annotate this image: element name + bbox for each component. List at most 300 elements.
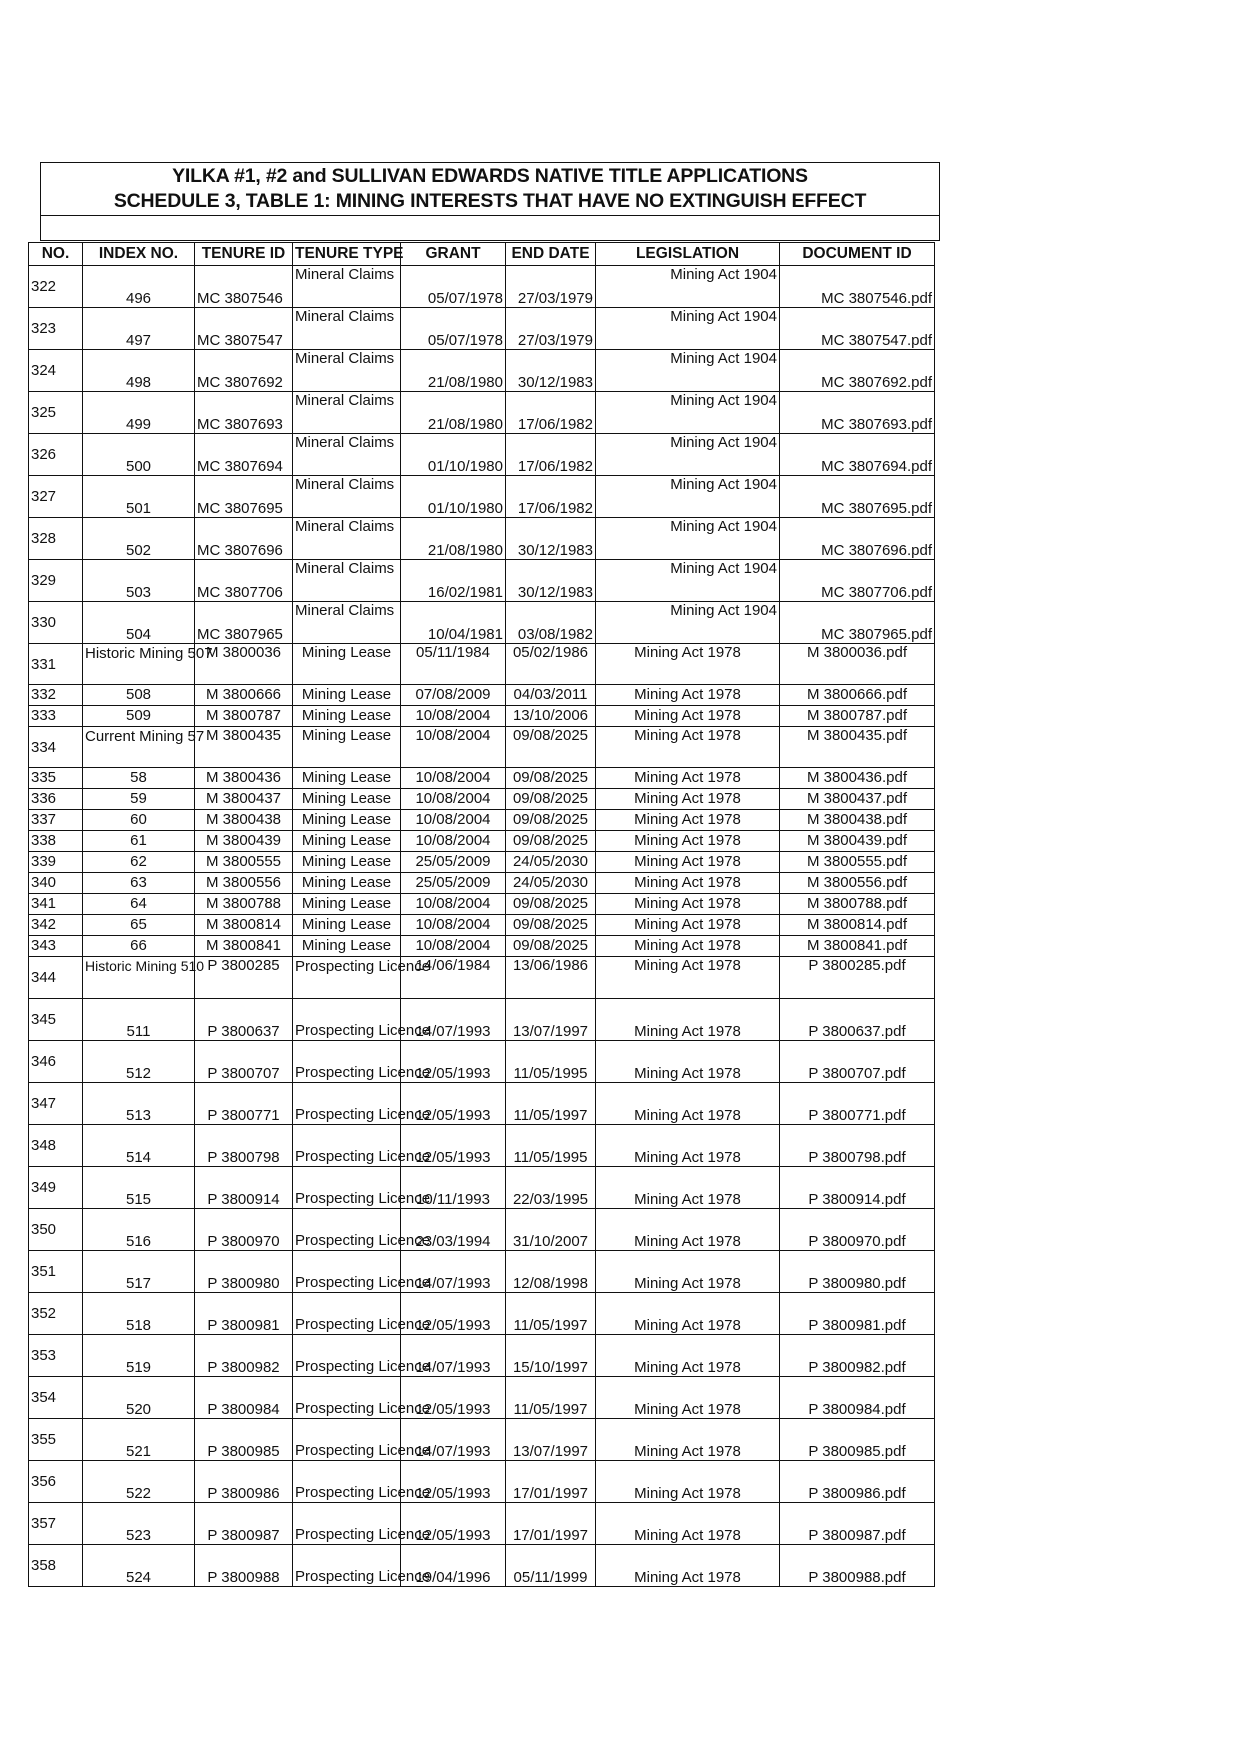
table-row: [29, 1335, 935, 1377]
cell-tenure-id: M 3800437: [195, 789, 293, 810]
cell-tenure-type: Prospecting Licence: [293, 1209, 401, 1251]
cell-tenure-id: M 3800666: [195, 685, 293, 706]
cell-no: 334: [29, 727, 83, 768]
cell-end-date: 11/05/1997: [506, 1293, 596, 1335]
table-row: [29, 518, 935, 560]
cell-index-no: 65: [83, 915, 195, 936]
cell-grant: 10/08/2004: [401, 915, 506, 936]
cell-legislation: Mining Act 1978: [596, 1545, 780, 1587]
cell-document-id: MC 3807547.pdf: [780, 308, 935, 350]
cell-index-no: 499: [83, 392, 195, 434]
cell-legislation: Mining Act 1978: [596, 1461, 780, 1503]
cell-tenure-id: M 3800814: [195, 915, 293, 936]
cell-no: 350: [29, 1209, 83, 1251]
cell-end-date: 24/05/2030: [506, 852, 596, 873]
cell-tenure-type: Mining Lease: [293, 789, 401, 810]
cell-tenure-id: M 3800787: [195, 706, 293, 727]
cell-tenure-type: Mineral Claims: [293, 602, 401, 644]
cell-document-id: MC 3807696.pdf: [780, 518, 935, 560]
cell-document-id: MC 3807695.pdf: [780, 476, 935, 518]
cell-no: 346: [29, 1041, 83, 1083]
cell-legislation: Mining Act 1978: [596, 644, 780, 685]
mining-interests-table: [28, 242, 935, 1587]
table-row: [29, 1293, 935, 1335]
cell-grant: 10/11/1993: [401, 1167, 506, 1209]
cell-end-date: 27/03/1979: [506, 266, 596, 308]
table-row: [29, 1041, 935, 1083]
cell-end-date: 12/08/1998: [506, 1251, 596, 1293]
cell-document-id: P 3800984.pdf: [780, 1377, 935, 1419]
cell-tenure-id: P 3800982: [195, 1335, 293, 1377]
table-row: [29, 1419, 935, 1461]
cell-legislation: Mining Act 1978: [596, 1083, 780, 1125]
cell-grant: 12/05/1993: [401, 1377, 506, 1419]
cell-no: 328: [29, 518, 83, 560]
cell-tenure-id: P 3800988: [195, 1545, 293, 1587]
cell-end-date: 27/03/1979: [506, 308, 596, 350]
cell-legislation: Mining Act 1978: [596, 1251, 780, 1293]
cell-legislation: Mining Act 1978: [596, 810, 780, 831]
cell-grant: 05/11/1984: [401, 644, 506, 685]
table-title-box: [40, 162, 940, 216]
column-header-document-id: DOCUMENT ID: [780, 243, 935, 266]
cell-legislation: Mining Act 1978: [596, 1125, 780, 1167]
cell-tenure-id: P 3800984: [195, 1377, 293, 1419]
column-header-end-date: END DATE: [506, 243, 596, 266]
cell-tenure-type: Mining Lease: [293, 915, 401, 936]
cell-no: 339: [29, 852, 83, 873]
cell-document-id: MC 3807706.pdf: [780, 560, 935, 602]
cell-tenure-id: MC 3807546: [195, 266, 293, 308]
cell-no: 342: [29, 915, 83, 936]
cell-index-no: 66: [83, 936, 195, 957]
cell-document-id: M 3800814.pdf: [780, 915, 935, 936]
cell-index-no: 58: [83, 768, 195, 789]
cell-tenure-id: MC 3807706: [195, 560, 293, 602]
cell-grant: 12/05/1993: [401, 1503, 506, 1545]
cell-no: 323: [29, 308, 83, 350]
cell-tenure-id: P 3800981: [195, 1293, 293, 1335]
cell-index-no: Current Mining 57: [83, 727, 195, 768]
cell-no: 344: [29, 957, 83, 999]
cell-no: 354: [29, 1377, 83, 1419]
cell-grant: 12/05/1993: [401, 1293, 506, 1335]
cell-legislation: Mining Act 1978: [596, 999, 780, 1041]
cell-index-no: 512: [83, 1041, 195, 1083]
cell-tenure-id: M 3800439: [195, 831, 293, 852]
cell-document-id: MC 3807693.pdf: [780, 392, 935, 434]
cell-grant: 10/08/2004: [401, 831, 506, 852]
cell-tenure-type: Prospecting Licence: [293, 957, 401, 999]
cell-document-id: M 3800438.pdf: [780, 810, 935, 831]
cell-document-id: MC 3807546.pdf: [780, 266, 935, 308]
cell-index-no: 503: [83, 560, 195, 602]
cell-grant: 14/07/1993: [401, 1419, 506, 1461]
cell-no: 356: [29, 1461, 83, 1503]
cell-no: 333: [29, 706, 83, 727]
cell-document-id: M 3800435.pdf: [780, 727, 935, 768]
cell-tenure-type: Prospecting Licence: [293, 1293, 401, 1335]
cell-end-date: 30/12/1983: [506, 518, 596, 560]
cell-legislation: Mining Act 1978: [596, 1041, 780, 1083]
table-row: [29, 602, 935, 644]
cell-grant: 12/05/1993: [401, 1083, 506, 1125]
cell-tenure-type: Mineral Claims: [293, 308, 401, 350]
cell-document-id: P 3800707.pdf: [780, 1041, 935, 1083]
cell-grant: 21/08/1980: [401, 392, 506, 434]
cell-no: 327: [29, 476, 83, 518]
title-spacer: [40, 215, 940, 241]
table-row: [29, 831, 935, 852]
cell-index-no: 511: [83, 999, 195, 1041]
column-header-index-no: INDEX NO.: [83, 243, 195, 266]
table-row: [29, 434, 935, 476]
cell-tenure-id: P 3800970: [195, 1209, 293, 1251]
cell-grant: 10/08/2004: [401, 706, 506, 727]
cell-tenure-id: MC 3807547: [195, 308, 293, 350]
cell-document-id: M 3800437.pdf: [780, 789, 935, 810]
cell-tenure-id: P 3800985: [195, 1419, 293, 1461]
cell-tenure-id: P 3800914: [195, 1167, 293, 1209]
cell-document-id: P 3800987.pdf: [780, 1503, 935, 1545]
cell-end-date: 17/01/1997: [506, 1461, 596, 1503]
table-row: [29, 1377, 935, 1419]
cell-end-date: 15/10/1997: [506, 1335, 596, 1377]
cell-tenure-type: Mining Lease: [293, 810, 401, 831]
cell-tenure-type: Prospecting Licence: [293, 1125, 401, 1167]
table-row: [29, 1461, 935, 1503]
cell-legislation: Mining Act 1978: [596, 1209, 780, 1251]
cell-legislation: Mining Act 1978: [596, 873, 780, 894]
cell-no: 341: [29, 894, 83, 915]
cell-end-date: 13/10/2006: [506, 706, 596, 727]
cell-legislation: Mining Act 1978: [596, 1293, 780, 1335]
cell-no: 337: [29, 810, 83, 831]
cell-grant: 12/05/1993: [401, 1461, 506, 1503]
cell-document-id: P 3800982.pdf: [780, 1335, 935, 1377]
cell-document-id: P 3800771.pdf: [780, 1083, 935, 1125]
cell-grant: 23/03/1994: [401, 1209, 506, 1251]
cell-document-id: P 3800980.pdf: [780, 1251, 935, 1293]
cell-end-date: 31/10/2007: [506, 1209, 596, 1251]
cell-tenure-id: MC 3807696: [195, 518, 293, 560]
cell-legislation: Mining Act 1978: [596, 685, 780, 706]
cell-tenure-id: P 3800637: [195, 999, 293, 1041]
table-row: [29, 350, 935, 392]
cell-tenure-type: Prospecting Licence: [293, 1377, 401, 1419]
cell-tenure-id: MC 3807692: [195, 350, 293, 392]
cell-index-no: 62: [83, 852, 195, 873]
cell-tenure-type: Prospecting Licence: [293, 1251, 401, 1293]
cell-legislation: Mining Act 1978: [596, 1419, 780, 1461]
cell-legislation: Mining Act 1978: [596, 727, 780, 768]
cell-legislation: Mining Act 1978: [596, 894, 780, 915]
cell-document-id: M 3800787.pdf: [780, 706, 935, 727]
table-row: [29, 1083, 935, 1125]
cell-legislation: Mining Act 1904: [596, 476, 780, 518]
cell-no: 322: [29, 266, 83, 308]
cell-document-id: P 3800981.pdf: [780, 1293, 935, 1335]
cell-index-no: 517: [83, 1251, 195, 1293]
cell-grant: 16/02/1981: [401, 560, 506, 602]
cell-grant: 05/07/1978: [401, 308, 506, 350]
cell-no: 332: [29, 685, 83, 706]
cell-tenure-type: Mineral Claims: [293, 266, 401, 308]
cell-tenure-id: P 3800987: [195, 1503, 293, 1545]
table-row: [29, 1125, 935, 1167]
cell-document-id: MC 3807694.pdf: [780, 434, 935, 476]
cell-end-date: 04/03/2011: [506, 685, 596, 706]
cell-grant: 25/05/2009: [401, 873, 506, 894]
cell-tenure-type: Prospecting Licence: [293, 999, 401, 1041]
cell-grant: 21/08/1980: [401, 518, 506, 560]
cell-index-no: 63: [83, 873, 195, 894]
cell-tenure-id: P 3800707: [195, 1041, 293, 1083]
cell-tenure-type: Mineral Claims: [293, 560, 401, 602]
cell-tenure-id: MC 3807965: [195, 602, 293, 644]
cell-end-date: 05/11/1999: [506, 1545, 596, 1587]
cell-legislation: Mining Act 1978: [596, 915, 780, 936]
cell-legislation: Mining Act 1978: [596, 1335, 780, 1377]
table-row: [29, 644, 935, 685]
cell-no: 336: [29, 789, 83, 810]
table-row: [29, 706, 935, 727]
cell-tenure-id: MC 3807693: [195, 392, 293, 434]
cell-tenure-id: MC 3807694: [195, 434, 293, 476]
cell-tenure-type: Mining Lease: [293, 894, 401, 915]
cell-end-date: 11/05/1997: [506, 1377, 596, 1419]
cell-tenure-type: Mining Lease: [293, 727, 401, 768]
cell-legislation: Mining Act 1904: [596, 266, 780, 308]
cell-end-date: 30/12/1983: [506, 350, 596, 392]
table-row: [29, 685, 935, 706]
cell-no: 324: [29, 350, 83, 392]
cell-no: 345: [29, 999, 83, 1041]
cell-index-no: 514: [83, 1125, 195, 1167]
cell-no: 349: [29, 1167, 83, 1209]
column-header-grant: GRANT: [401, 243, 506, 266]
cell-legislation: Mining Act 1978: [596, 1167, 780, 1209]
cell-no: 353: [29, 1335, 83, 1377]
cell-legislation: Mining Act 1978: [596, 852, 780, 873]
table-row: [29, 915, 935, 936]
cell-legislation: Mining Act 1978: [596, 768, 780, 789]
cell-no: 358: [29, 1545, 83, 1587]
table-row: [29, 957, 935, 999]
cell-tenure-type: Mineral Claims: [293, 392, 401, 434]
cell-index-no: Historic Mining 510: [83, 957, 195, 999]
cell-index-no: 61: [83, 831, 195, 852]
cell-end-date: 17/06/1982: [506, 434, 596, 476]
table-row: [29, 560, 935, 602]
cell-index-no: 497: [83, 308, 195, 350]
cell-tenure-type: Mining Lease: [293, 706, 401, 727]
table-row: [29, 727, 935, 768]
cell-document-id: MC 3807965.pdf: [780, 602, 935, 644]
cell-end-date: 09/08/2025: [506, 789, 596, 810]
cell-tenure-type: Prospecting Licence: [293, 1419, 401, 1461]
cell-tenure-type: Mining Lease: [293, 936, 401, 957]
cell-end-date: 30/12/1983: [506, 560, 596, 602]
cell-document-id: P 3800798.pdf: [780, 1125, 935, 1167]
table-row: [29, 894, 935, 915]
cell-grant: 01/10/1980: [401, 476, 506, 518]
table-row: [29, 852, 935, 873]
cell-tenure-type: Prospecting Licence: [293, 1167, 401, 1209]
cell-grant: 10/08/2004: [401, 768, 506, 789]
cell-end-date: 09/08/2025: [506, 894, 596, 915]
cell-document-id: P 3800986.pdf: [780, 1461, 935, 1503]
cell-legislation: Mining Act 1904: [596, 518, 780, 560]
table-row: [29, 266, 935, 308]
table-row: [29, 1503, 935, 1545]
cell-tenure-id: M 3800036: [195, 644, 293, 685]
cell-tenure-type: Mining Lease: [293, 873, 401, 894]
cell-index-no: 501: [83, 476, 195, 518]
cell-tenure-type: Mining Lease: [293, 644, 401, 685]
cell-legislation: Mining Act 1904: [596, 602, 780, 644]
cell-document-id: M 3800556.pdf: [780, 873, 935, 894]
cell-end-date: 05/02/1986: [506, 644, 596, 685]
cell-no: 325: [29, 392, 83, 434]
cell-index-no: 64: [83, 894, 195, 915]
cell-grant: 25/05/2009: [401, 852, 506, 873]
cell-grant: 10/08/2004: [401, 894, 506, 915]
cell-no: 340: [29, 873, 83, 894]
cell-document-id: P 3800970.pdf: [780, 1209, 935, 1251]
cell-end-date: 09/08/2025: [506, 915, 596, 936]
cell-tenure-id: M 3800788: [195, 894, 293, 915]
cell-index-no: 498: [83, 350, 195, 392]
cell-tenure-id: P 3800771: [195, 1083, 293, 1125]
cell-end-date: 17/06/1982: [506, 476, 596, 518]
cell-tenure-id: M 3800555: [195, 852, 293, 873]
cell-index-no: 502: [83, 518, 195, 560]
table-row: [29, 308, 935, 350]
cell-end-date: 09/08/2025: [506, 831, 596, 852]
cell-index-no: 522: [83, 1461, 195, 1503]
cell-no: 352: [29, 1293, 83, 1335]
cell-index-no: 504: [83, 602, 195, 644]
table-row: [29, 1545, 935, 1587]
cell-index-no: 518: [83, 1293, 195, 1335]
cell-end-date: 11/05/1997: [506, 1083, 596, 1125]
cell-grant: 10/08/2004: [401, 727, 506, 768]
cell-no: 343: [29, 936, 83, 957]
cell-index-no: 513: [83, 1083, 195, 1125]
cell-index-no: 521: [83, 1419, 195, 1461]
cell-tenure-id: P 3800798: [195, 1125, 293, 1167]
cell-grant: 14/07/1993: [401, 1335, 506, 1377]
column-header-tenure-type: TENURE TYPE: [293, 243, 401, 266]
cell-no: 338: [29, 831, 83, 852]
cell-document-id: M 3800436.pdf: [780, 768, 935, 789]
cell-legislation: Mining Act 1978: [596, 831, 780, 852]
cell-end-date: 09/08/2025: [506, 936, 596, 957]
cell-legislation: Mining Act 1978: [596, 706, 780, 727]
cell-no: 347: [29, 1083, 83, 1125]
cell-end-date: 13/06/1986: [506, 957, 596, 999]
cell-legislation: Mining Act 1904: [596, 308, 780, 350]
table-row: [29, 768, 935, 789]
cell-tenure-id: P 3800980: [195, 1251, 293, 1293]
cell-document-id: P 3800285.pdf: [780, 957, 935, 999]
cell-index-no: 523: [83, 1503, 195, 1545]
cell-tenure-id: MC 3807695: [195, 476, 293, 518]
cell-index-no: 509: [83, 706, 195, 727]
column-header-legislation: LEGISLATION: [596, 243, 780, 266]
cell-index-no: 520: [83, 1377, 195, 1419]
cell-index-no: 508: [83, 685, 195, 706]
cell-index-no: Historic Mining 507: [83, 644, 195, 685]
cell-grant: 14/07/1993: [401, 1251, 506, 1293]
cell-grant: 05/07/1978: [401, 266, 506, 308]
cell-document-id: P 3800914.pdf: [780, 1167, 935, 1209]
cell-tenure-type: Mineral Claims: [293, 518, 401, 560]
cell-no: 331: [29, 644, 83, 685]
cell-grant: 07/08/2009: [401, 685, 506, 706]
cell-grant: 12/05/1993: [401, 1041, 506, 1083]
cell-grant: 21/08/1980: [401, 350, 506, 392]
cell-grant: 10/08/2004: [401, 789, 506, 810]
cell-end-date: 22/03/1995: [506, 1167, 596, 1209]
cell-grant: 10/04/1981: [401, 602, 506, 644]
cell-document-id: M 3800788.pdf: [780, 894, 935, 915]
table-row: [29, 810, 935, 831]
cell-index-no: 524: [83, 1545, 195, 1587]
cell-tenure-type: Prospecting Licence: [293, 1503, 401, 1545]
cell-grant: 12/05/1993: [401, 1125, 506, 1167]
cell-no: 355: [29, 1419, 83, 1461]
cell-index-no: 60: [83, 810, 195, 831]
table-row: [29, 392, 935, 434]
table-row: [29, 476, 935, 518]
cell-tenure-type: Prospecting Licence: [293, 1461, 401, 1503]
cell-tenure-type: Prospecting Licence: [293, 1335, 401, 1377]
table-row: [29, 936, 935, 957]
cell-no: 330: [29, 602, 83, 644]
cell-document-id: M 3800555.pdf: [780, 852, 935, 873]
cell-document-id: P 3800988.pdf: [780, 1545, 935, 1587]
cell-grant: 14/07/1993: [401, 999, 506, 1041]
cell-grant: 10/08/2004: [401, 810, 506, 831]
table-row: [29, 789, 935, 810]
cell-legislation: Mining Act 1904: [596, 350, 780, 392]
cell-end-date: 11/05/1995: [506, 1125, 596, 1167]
cell-tenure-type: Mining Lease: [293, 768, 401, 789]
cell-tenure-id: M 3800438: [195, 810, 293, 831]
column-header-no: NO.: [29, 243, 83, 266]
cell-legislation: Mining Act 1978: [596, 789, 780, 810]
cell-document-id: MC 3807692.pdf: [780, 350, 935, 392]
table-row: [29, 1251, 935, 1293]
column-header-tenure-id: TENURE ID: [195, 243, 293, 266]
cell-tenure-type: Prospecting Licence: [293, 1545, 401, 1587]
cell-document-id: M 3800841.pdf: [780, 936, 935, 957]
cell-index-no: 516: [83, 1209, 195, 1251]
cell-end-date: 09/08/2025: [506, 768, 596, 789]
cell-no: 357: [29, 1503, 83, 1545]
cell-end-date: 03/08/1982: [506, 602, 596, 644]
cell-tenure-type: Mining Lease: [293, 852, 401, 873]
cell-legislation: Mining Act 1978: [596, 936, 780, 957]
cell-tenure-type: Prospecting Licence: [293, 1041, 401, 1083]
cell-tenure-id: M 3800435: [195, 727, 293, 768]
cell-legislation: Mining Act 1904: [596, 434, 780, 476]
cell-index-no: 59: [83, 789, 195, 810]
cell-legislation: Mining Act 1904: [596, 560, 780, 602]
cell-tenure-type: Mineral Claims: [293, 434, 401, 476]
